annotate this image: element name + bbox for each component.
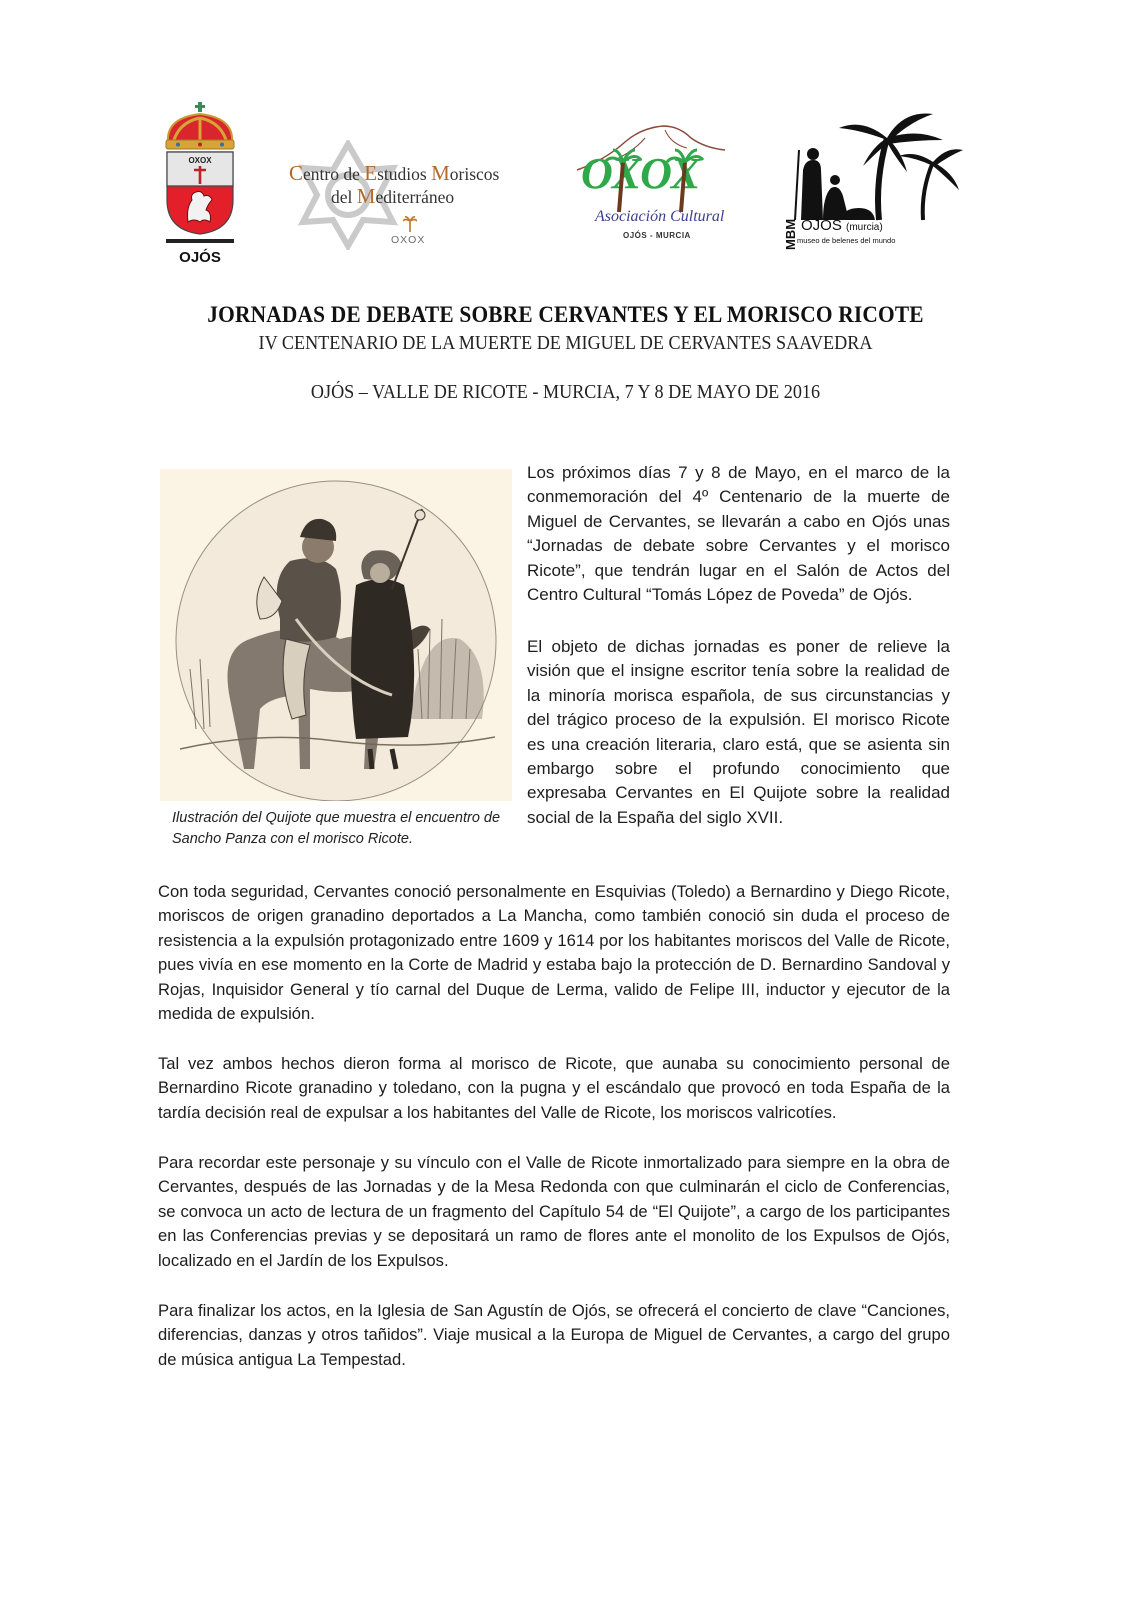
centro-estudios-moriscos-logo xyxy=(283,140,543,250)
oxox-asociacion-cultural-logo xyxy=(575,120,730,245)
cemm-oxox-label: OXOX xyxy=(391,234,426,246)
mbm-vertical-label: MBM xyxy=(783,218,798,250)
figure-caption: Ilustración del Quijote que muestra el encuentro de Sancho Panza con el morisco Ricote. xyxy=(172,810,501,847)
sancho-ricote-engraving-icon xyxy=(160,469,512,801)
cemm-line-2: del Mediterráneo xyxy=(331,184,455,208)
svg-text:OXOX: OXOX xyxy=(188,156,212,165)
palm-icon xyxy=(403,216,417,232)
oxox-wordmark: OXOX xyxy=(581,149,700,198)
quijote-illustration xyxy=(160,469,512,801)
nativity-silhouette-icon xyxy=(783,110,963,230)
paragraph-intro: Los próximos días 7 y 8 de Mayo, en el marco de la conmemoración del 4º Centenario de la muerte de Miguel de Cervantes, se llevarán a cabo en Ojós unas “Jornadas de debate sobre Cervantes y el morisco Ricote”, que tendrán lugar en el Salón de Actos del Centro Cultural “Tomás López de Poveda” de Ojós. xyxy=(527,463,950,605)
cemm-line-1: Centro de Estudios Moriscos xyxy=(289,161,500,185)
mbm-tagline: museo de belenes del mundo xyxy=(797,236,896,245)
paragraph-ricote-character: Tal vez ambos hechos dieron forma al morisco de Ricote, que aunaba su conocimiento personal de Bernardino Ricote granadino y toledano, con la pugna y el escándalo que provocó en toda España de la tardía decisión real de expulsar a los habitantes del Valle de Ricote, los moriscos valricotíes. xyxy=(158,1054,950,1122)
mbm-place: OJÓS (murcia) xyxy=(801,217,883,234)
location-date: OJÓS – VALLE DE RICOTE - MURCIA, 7 Y 8 DE MAYO DE 2016 xyxy=(310,382,821,403)
paragraph-concert: Para finalizar los actos, en la Iglesia de San Agustín de Ojós, se ofrecerá el concierto de clave “Canciones, diferencias, danzas y otros tañidos”. Viaje musical a la Europa de Miguel de Cervantes, a cargo del grupo de música antigua La Tempestad. xyxy=(158,1301,950,1369)
coat-of-arms-icon xyxy=(160,100,240,268)
svg-text:OJÓS: OJÓS xyxy=(179,249,221,266)
ayuntamiento-ojos-logo xyxy=(160,100,240,268)
paragraph-objective: El objeto de dichas jornadas es poner de relieve la visión que el insigne escritor tenía sobre la realidad de la minoría morisca española, de sus circunstancias y del trágico proceso de la expulsión. El morisco Ricote es una creación literaria, claro está, que se asienta sin embargo sobre el profundo conocimiento que expresaba Cervantes en El Quijote sobre la realidad social de la España del siglo XVII. xyxy=(527,637,950,827)
mbm-museo-belenes-logo xyxy=(783,110,963,255)
oxox-place: OJÓS - MURCIA xyxy=(623,231,691,240)
document-subtitle: IV CENTENARIO DE LA MUERTE DE MIGUEL DE CERVANTES SAAVEDRA xyxy=(258,333,873,354)
oxox-subtitle: Asociación Cultural xyxy=(595,208,725,225)
paragraph-reading-act: Para recordar este personaje y su vínculo con el Valle de Ricote inmortalizado para siempre en la obra de Cervantes, después de las Jornadas y de la Mesa Redonda con que culminarán el ciclo de Conferencias, se convoca un acto de lectura de un fragmento del Capítulo 54 de “El Quijote”, a cargo de los participantes en las Conferencias previas y se depositará un ramo de flores ante el monolito de los Expulsos de Ojós, localizado en el Jardín de los Expulsos. xyxy=(158,1153,950,1270)
paragraph-history: Con toda seguridad, Cervantes conoció personalmente en Esquivias (Toledo) a Bernardino y Diego Ricote, moriscos de origen granadino deportados a La Mancha, como también conoció sin duda el proceso de resistencia a la expulsión protagonizado entre 1609 y 1614 por los habitantes moriscos del Valle de Ricote, pues vivía en ese momento en la Corte de Madrid y estaba bajo la protección de D. Bernardino Sandoval y Rojas, Inquisidor General y tío carnal del Duque de Lerma, valido de Felipe III, inductor y ejecutor de la medida de expulsión. xyxy=(158,882,950,1024)
document-title: JORNADAS DE DEBATE SOBRE CERVANTES Y EL MORISCO RICOTE xyxy=(207,302,924,327)
